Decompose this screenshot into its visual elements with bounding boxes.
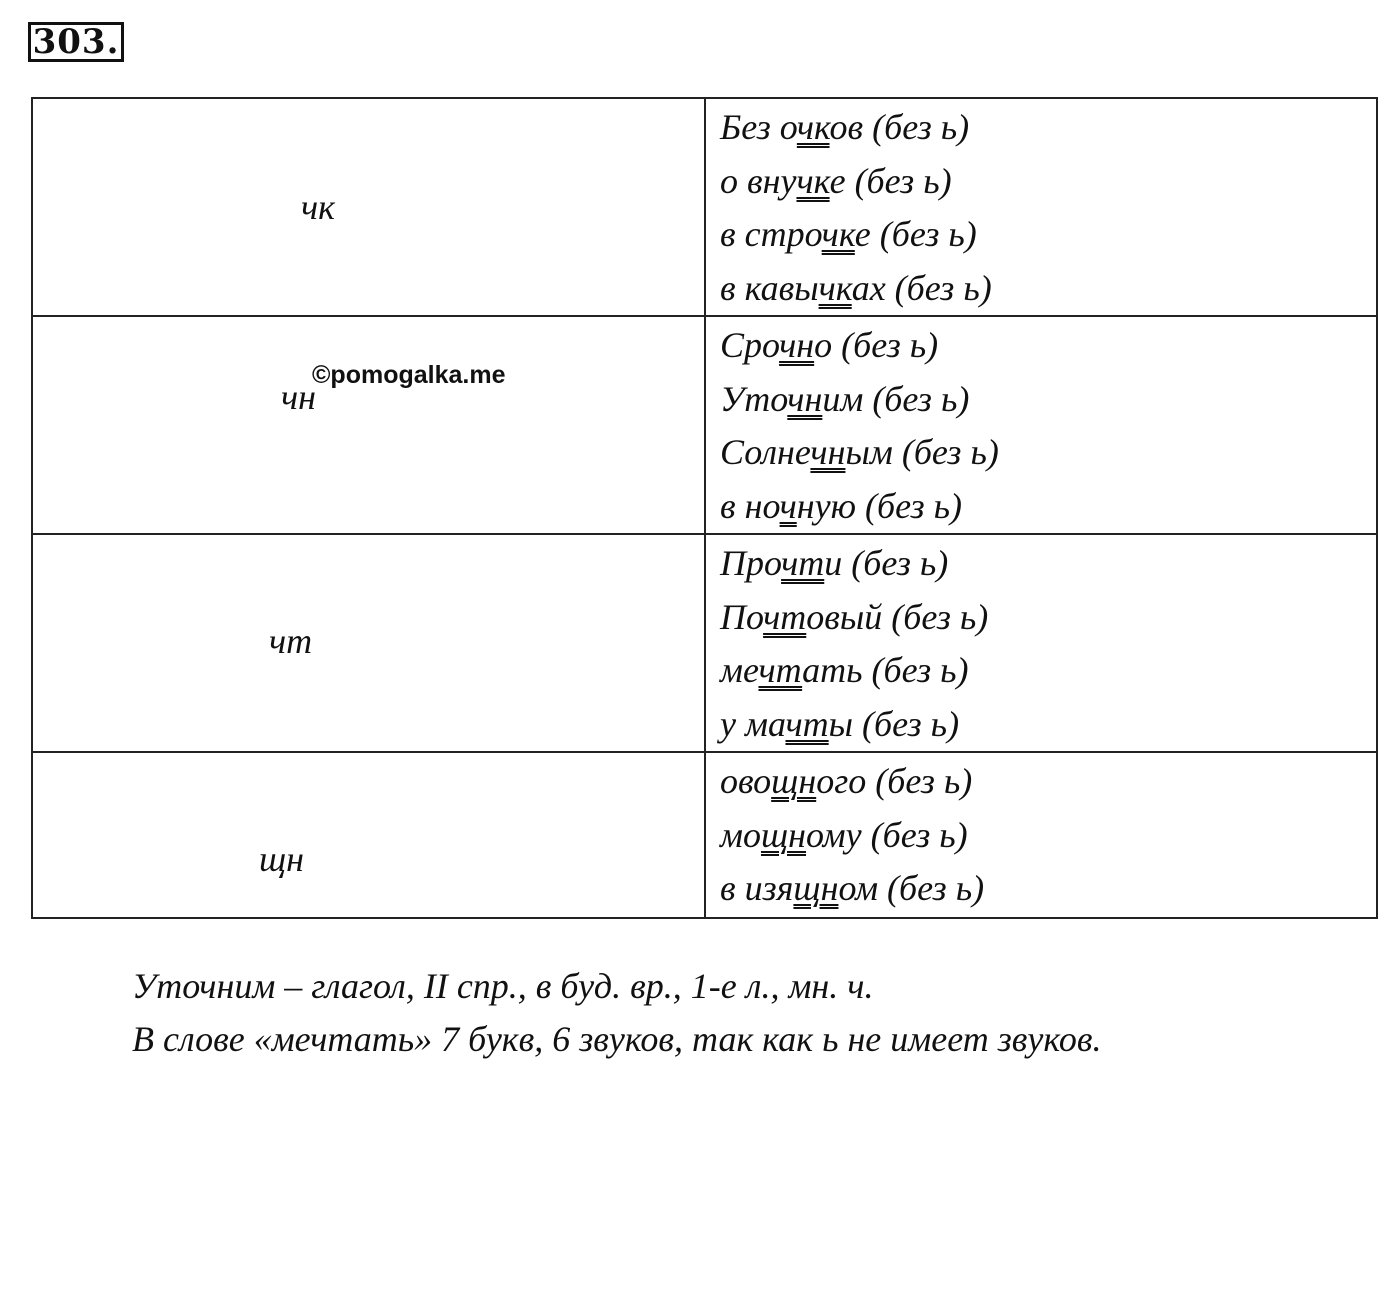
table-row	[32, 752, 1377, 918]
list-item: Срочно (без ь)	[720, 325, 939, 365]
highlighted-letters: чн	[779, 325, 815, 365]
highlighted-letters: чн	[787, 378, 823, 419]
list-item: в строчке (без ь)	[720, 214, 977, 254]
highlighted-letters: чт	[781, 543, 825, 583]
combination-label: чк	[301, 187, 336, 227]
highlighted-letters: чк	[796, 160, 830, 201]
highlighted-letters: чт	[785, 703, 829, 744]
list-item: Уточним (без ь)	[720, 378, 970, 419]
answer-table	[31, 97, 1378, 919]
list-item: овощного (без ь)	[720, 761, 973, 801]
list-item: в изящном (без ь)	[720, 868, 985, 908]
highlighted-letters: щн	[760, 814, 807, 855]
combination-label: чн	[281, 377, 317, 417]
notes	[132, 960, 1372, 1066]
highlighted-letters: ч	[779, 485, 797, 526]
highlighted-letters: щн	[793, 868, 839, 908]
highlighted-letters: чк	[796, 107, 830, 147]
words-cell	[705, 752, 1377, 918]
note-line: Уточним – глагол, II спр., в буд. вр., 1-е л., мн. ч.	[132, 966, 874, 1006]
combination-cell	[32, 98, 705, 316]
combination-label: чт	[269, 621, 313, 661]
list-item: Прочти (без ь)	[720, 543, 949, 583]
combination-label: щн	[259, 839, 305, 879]
list-item: Без очков (без ь)	[720, 107, 970, 147]
list-item: мощному (без ь)	[720, 814, 968, 855]
word-list	[706, 99, 1376, 315]
list-item: в ночную (без ь)	[720, 485, 962, 526]
combination-cell	[32, 534, 705, 752]
list-item: у мачты (без ь)	[720, 703, 960, 744]
highlighted-letters: чт	[758, 650, 803, 690]
word-list	[706, 317, 1376, 533]
combination-cell	[32, 752, 705, 918]
watermark: ©pomogalka.me	[312, 361, 506, 389]
words-cell	[705, 98, 1377, 316]
highlighted-letters: чк	[818, 267, 852, 308]
list-item: Солнечным (без ь)	[720, 432, 999, 472]
words-cell	[705, 316, 1377, 534]
list-item: мечтать (без ь)	[720, 650, 969, 690]
highlighted-letters: чк	[821, 214, 855, 254]
highlighted-letters: щн	[771, 761, 817, 801]
word-list	[706, 535, 1376, 751]
list-item: в кавычках (без ь)	[720, 267, 992, 308]
words-cell	[705, 534, 1377, 752]
highlighted-letters: чт	[763, 596, 807, 637]
table-row	[32, 316, 1377, 534]
table-row	[32, 534, 1377, 752]
note-line: В слове «мечтать» 7 букв, 6 звуков, так как ь не имеет звуков.	[132, 1019, 1102, 1059]
highlighted-letters: чн	[810, 432, 846, 472]
list-item: о внучке (без ь)	[720, 160, 952, 201]
word-list	[706, 753, 1376, 916]
combination-cell	[32, 316, 705, 534]
task-number: 303.	[28, 22, 124, 62]
table-row	[32, 98, 1377, 316]
list-item: Почтовый (без ь)	[720, 596, 989, 637]
